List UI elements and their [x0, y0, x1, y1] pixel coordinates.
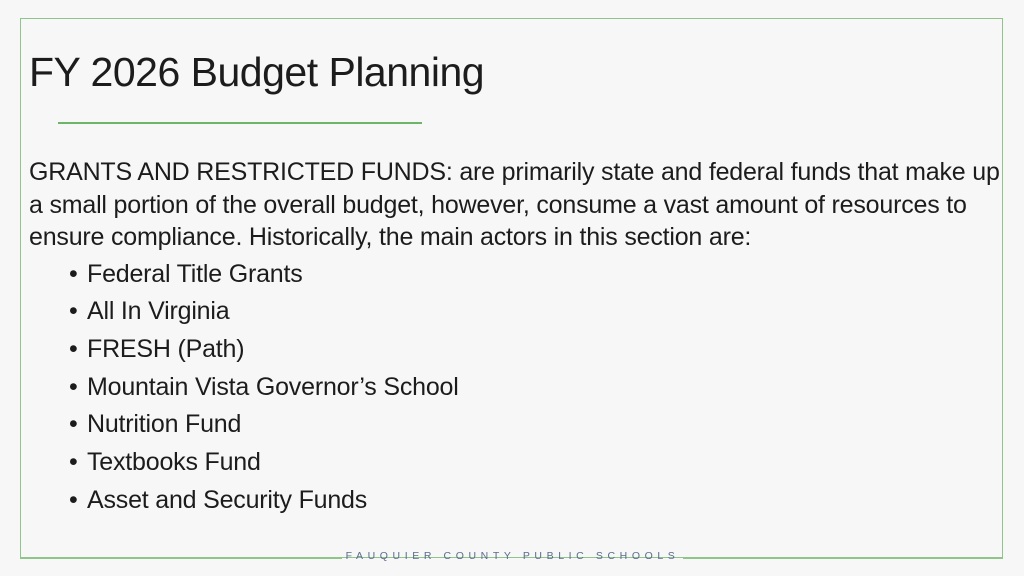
- title-underline: [58, 122, 422, 124]
- list-item-text: All In Virginia: [87, 297, 230, 326]
- list-item-text: Federal Title Grants: [87, 259, 303, 288]
- fund-list: [29, 256, 1004, 520]
- list-item: [69, 256, 1004, 294]
- slide-body: [29, 156, 1004, 519]
- list-item-text: Nutrition Fund: [87, 410, 242, 439]
- list-item: [69, 293, 1004, 331]
- slide-title: FY 2026 Budget Planning: [29, 49, 485, 95]
- footer-rule-right: [683, 557, 1003, 559]
- bullet-icon: •: [69, 259, 78, 288]
- bullet-icon: •: [69, 448, 78, 477]
- bullet-icon: •: [69, 372, 78, 401]
- bullet-icon: •: [69, 410, 78, 439]
- list-item: [69, 482, 1004, 520]
- intro-paragraph: [29, 156, 1004, 254]
- bullet-icon: •: [69, 485, 78, 514]
- slide-footer: [0, 548, 1024, 568]
- list-item: [69, 331, 1004, 369]
- list-item: [69, 406, 1004, 444]
- section-label: GRANTS AND RESTRICTED FUNDS:: [29, 158, 453, 186]
- list-item-text: Textbooks Fund: [87, 448, 261, 477]
- bullet-icon: •: [69, 297, 78, 326]
- section-description: are primarily state and federal funds that make up a small portion of the overall budget, however, consume a vast amount of resources to ensure compliance. Historically, the main actors in this section are:: [29, 158, 1000, 251]
- list-item-text: Asset and Security Funds: [87, 485, 368, 514]
- footer-organization: FAUQUIER COUNTY PUBLIC SCHOOLS: [345, 550, 680, 562]
- footer-rule-left: [20, 557, 342, 559]
- list-item: [69, 444, 1004, 482]
- list-item-text: Mountain Vista Governor’s School: [87, 372, 459, 401]
- bullet-icon: •: [69, 334, 78, 363]
- list-item-text: FRESH (Path): [87, 334, 245, 363]
- list-item: [69, 369, 1004, 407]
